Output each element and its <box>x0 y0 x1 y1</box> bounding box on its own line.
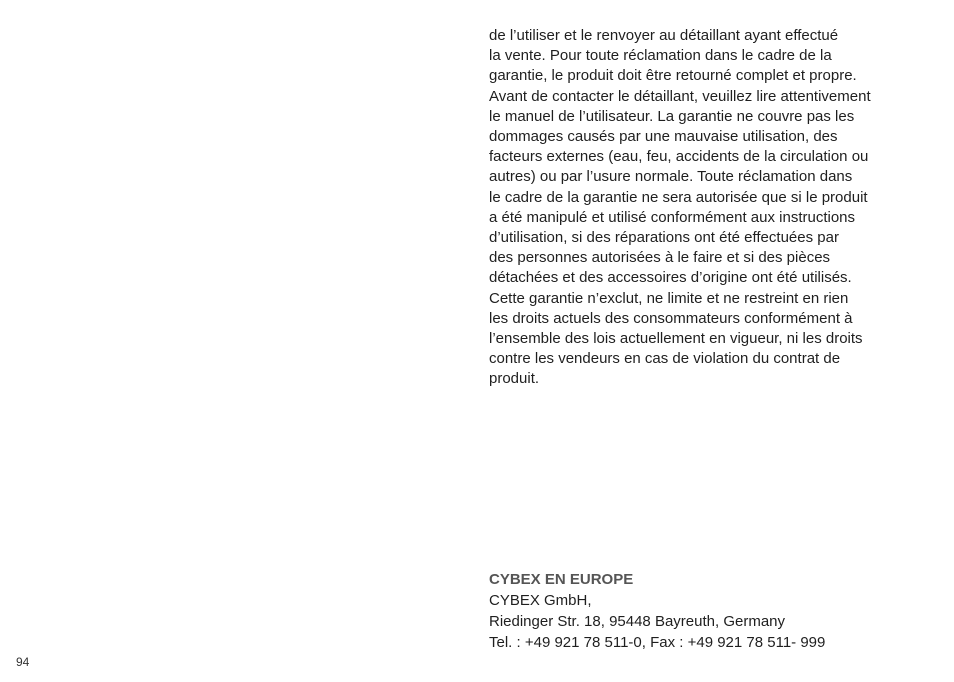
paragraph-line: facteurs externes (eau, feu, accidents de la circulation ou <box>489 148 869 166</box>
paragraph-line: la vente. Pour toute réclamation dans le cadre de la <box>489 47 832 65</box>
paragraph-line: Cette garantie n’exclut, ne limite et ne restreint en rien <box>489 289 849 307</box>
paragraph-line: de l’utiliser et le renvoyer au détaillant ayant effectué <box>489 27 839 44</box>
company-name: CYBEX GmbH, <box>489 592 592 609</box>
paragraph-line: garantie, le produit doit être retourné complet et propre. <box>489 67 857 85</box>
paragraph-line: le manuel de l’utilisateur. La garantie ne couvre pas les <box>489 107 855 125</box>
paragraph-line: produit. <box>489 370 540 388</box>
paragraph-line: détachées et des accessoires d’origine ont été utilisés. <box>489 269 852 287</box>
company-address: Riedinger Str. 18, 95448 Bayreuth, Germany <box>489 613 786 630</box>
contact-heading: CYBEX EN EUROPE <box>489 571 634 588</box>
page-number: 94 <box>16 655 30 669</box>
warranty-paragraph <box>489 26 929 390</box>
paragraph-line: d’utilisation, si des réparations ont été effectuées par <box>489 229 839 247</box>
paragraph-line: les droits actuels des consommateurs conformément à <box>489 309 853 327</box>
paragraph-line: contre les vendeurs en cas de violation du contrat de <box>489 350 841 368</box>
paragraph-line: l’ensemble des lois actuellement en vigueur, ni les droits <box>489 330 863 348</box>
paragraph-line: autres) ou par l’usure normale. Toute réclamation dans <box>489 168 853 186</box>
company-phone-fax: Tel. : +49 921 78 511-0, Fax : +49 921 78 511- 999 <box>489 634 826 651</box>
paragraph-line: a été manipulé et utilisé conformément aux instructions <box>489 208 856 226</box>
paragraph-line: dommages causés par une mauvaise utilisation, des <box>489 128 838 146</box>
paragraph-line: des personnes autorisées à le faire et si des pièces <box>489 249 831 267</box>
paragraph-line: Avant de contacter le détaillant, veuillez lire attentivement <box>489 87 871 105</box>
contact-block <box>489 569 929 653</box>
paragraph-line: le cadre de la garantie ne sera autorisée que si le produit <box>489 188 868 206</box>
